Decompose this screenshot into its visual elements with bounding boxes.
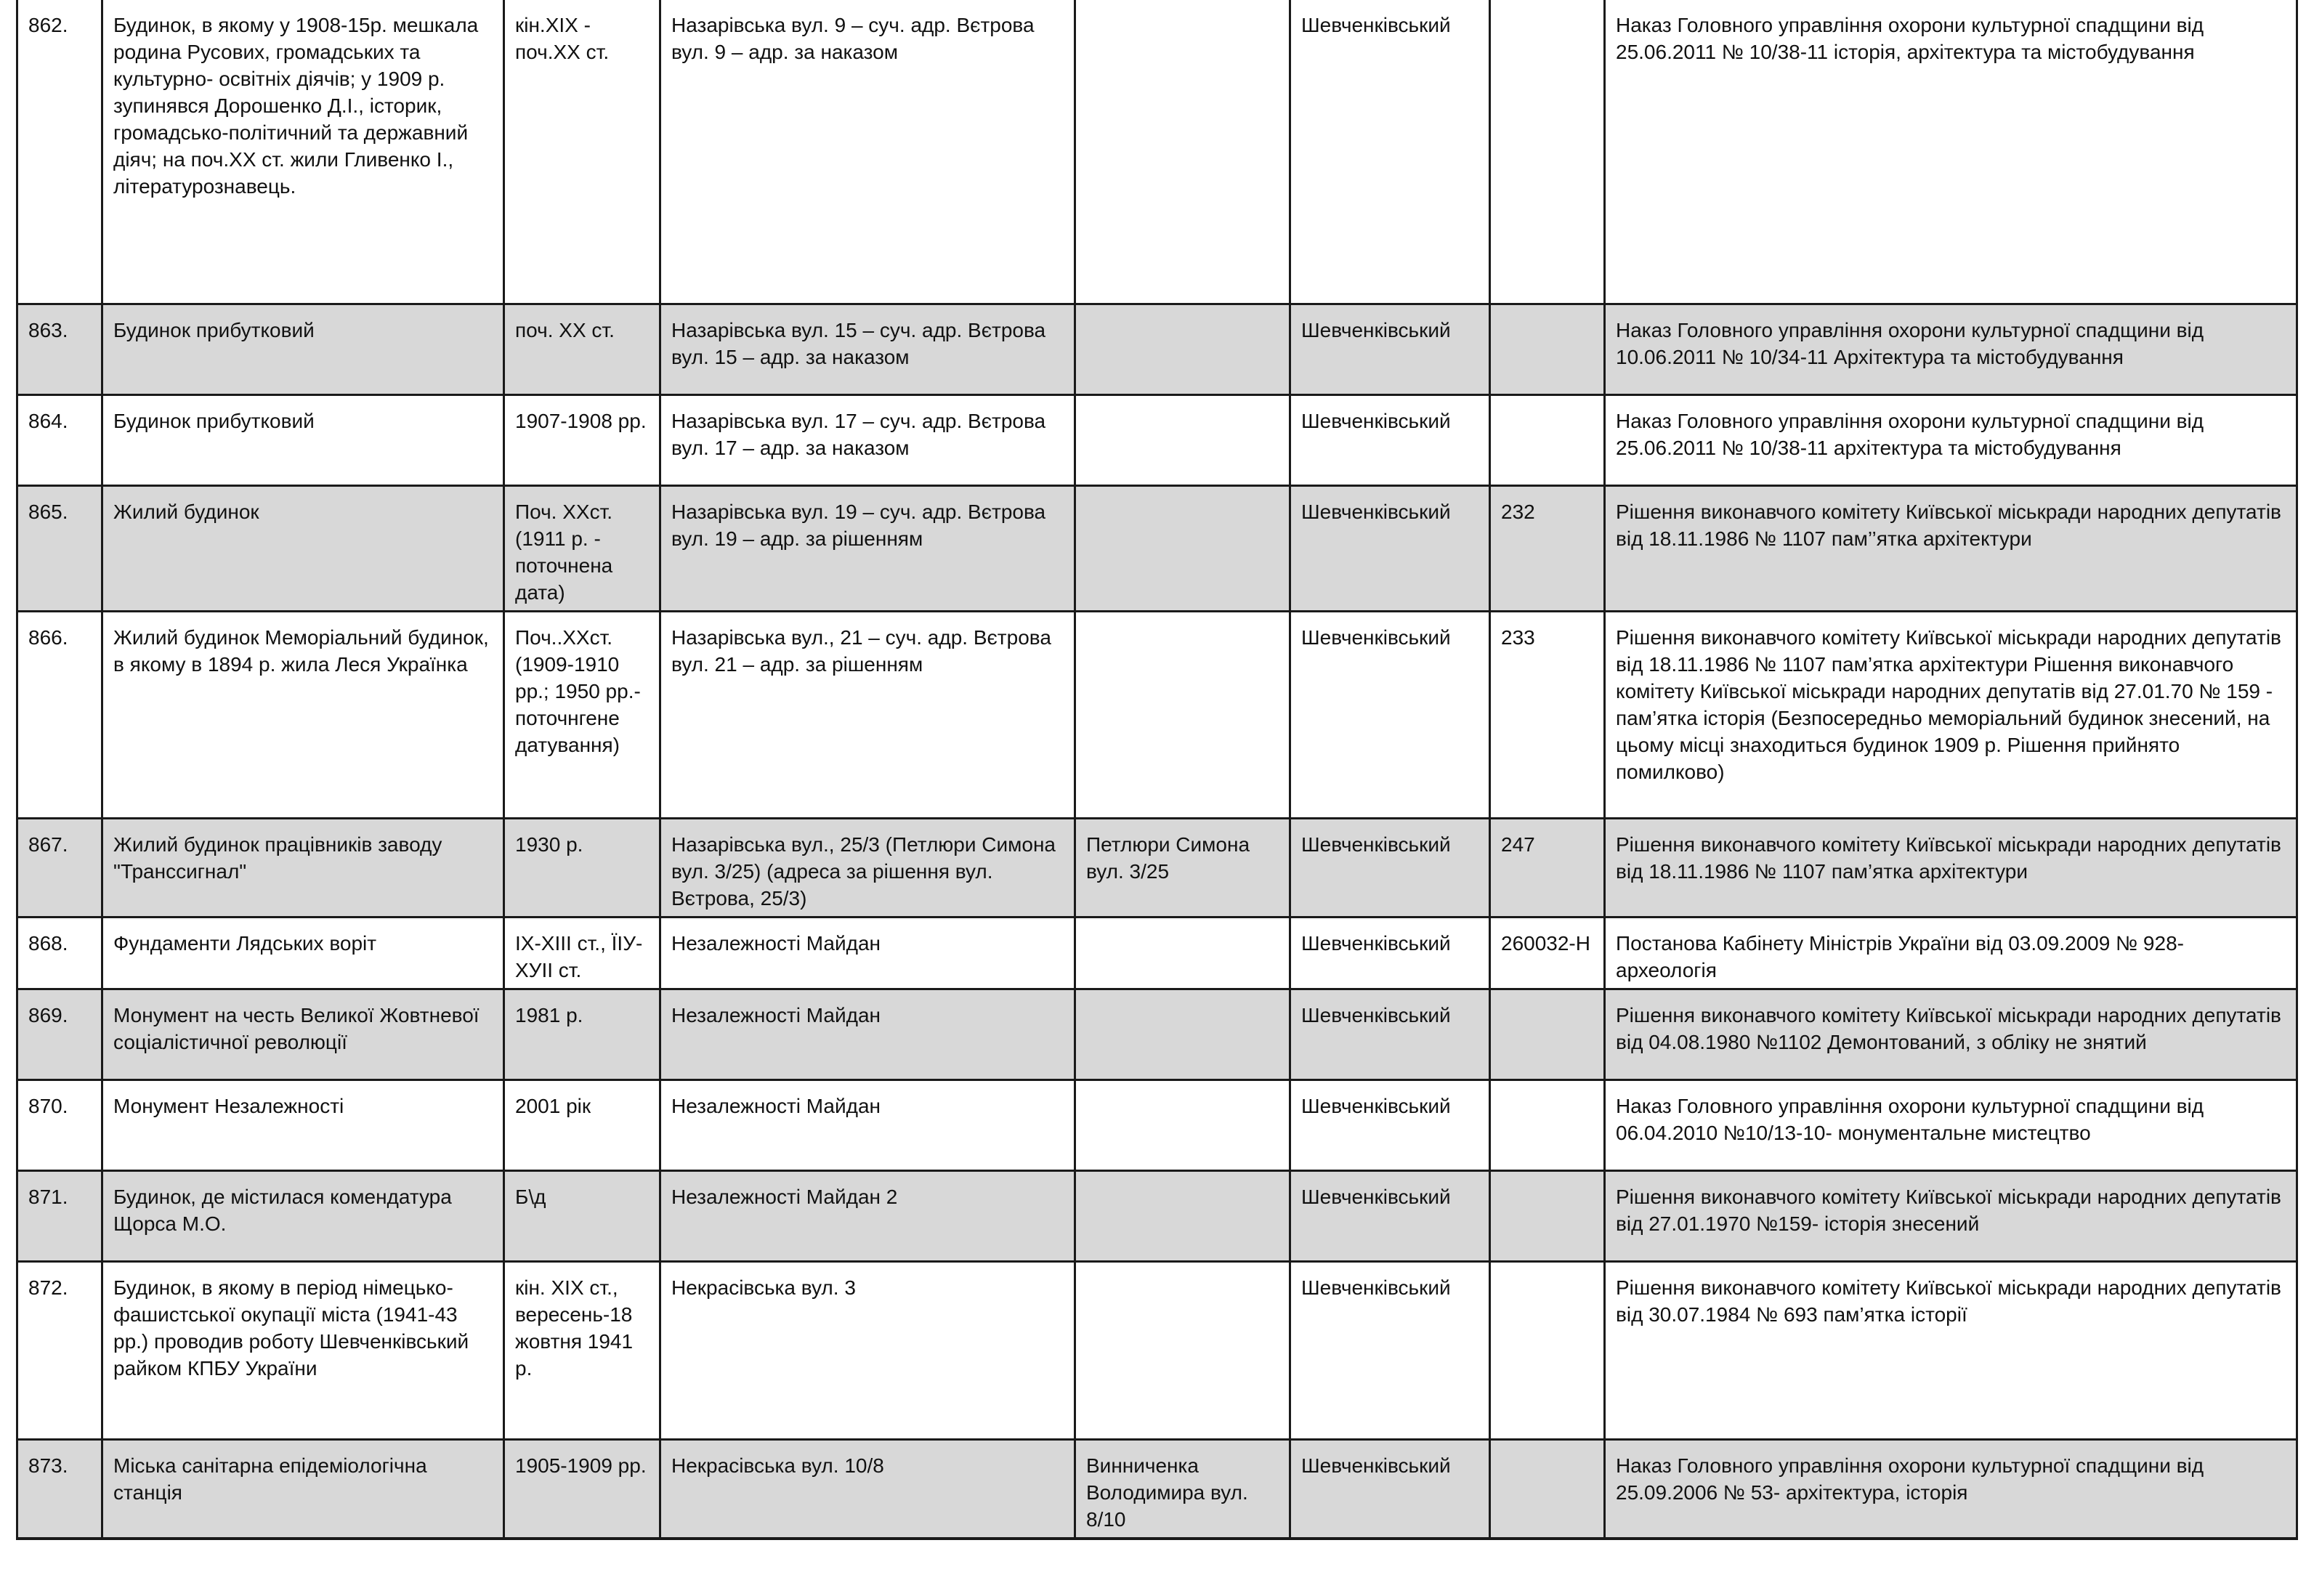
cell-dating: поч. ХХ ст. [504, 304, 660, 394]
cell-district: Шевченківський [1290, 394, 1490, 485]
cell-address: Назарівська вул., 25/3 (Петлюри Симона вул. 3/25) (адреса за рішення вул. Вєтрова, 25/3) [660, 818, 1075, 917]
cell-dating: ІХ-ХІІІ ст., ЇІУ-ХУІІ ст. [504, 917, 660, 989]
cell-address: Назарівська вул. 19 – суч. адр. Вєтрова вул. 19 – адр. за рішенням [660, 485, 1075, 611]
cell-number: 867. [17, 818, 102, 917]
table-row [17, 1439, 2297, 1539]
cell-dating: Б\д [504, 1170, 660, 1261]
cell-object-name: Жилий будинок працівників заводу "Транссигнал" [102, 818, 504, 917]
cell-number: 864. [17, 394, 102, 485]
cell-alt-address [1075, 485, 1290, 611]
cell-protection-number: 232 [1490, 485, 1605, 611]
cell-district: Шевченківський [1290, 989, 1490, 1079]
monuments-table [16, 0, 2298, 1540]
cell-number: 873. [17, 1439, 102, 1539]
cell-alt-address [1075, 1261, 1290, 1439]
cell-object-name: Будинок прибутковий [102, 394, 504, 485]
cell-address: Незалежності Майдан [660, 1079, 1075, 1170]
cell-number: 872. [17, 1261, 102, 1439]
cell-object-name: Будинок, в якому в період німецько-фашистської окупації міста (1941-43 рр.) проводив роботу Шевченківський райком КПБУ України [102, 1261, 504, 1439]
cell-alt-address: Винниченка Володимира вул. 8/10 [1075, 1439, 1290, 1539]
cell-district: Шевченківський [1290, 1079, 1490, 1170]
cell-alt-address [1075, 1170, 1290, 1261]
cell-number: 869. [17, 989, 102, 1079]
table-row [17, 1170, 2297, 1261]
cell-number: 868. [17, 917, 102, 989]
cell-legal-document: Наказ Головного управління охорони культурної спадщини від 10.06.2011 № 10/34-11 Архітектура та містобудування [1605, 304, 2297, 394]
cell-number: 866. [17, 611, 102, 818]
cell-address: Некрасівська вул. 10/8 [660, 1439, 1075, 1539]
cell-address: Назарівська вул., 21 – суч. адр. Вєтрова вул. 21 – адр. за рішенням [660, 611, 1075, 818]
cell-alt-address [1075, 1079, 1290, 1170]
cell-dating: Поч. ХХст. (1911 р. - поточнена дата) [504, 485, 660, 611]
cell-protection-number [1490, 304, 1605, 394]
cell-object-name: Будинок, в якому у 1908-15р. мешкала родина Русових, громадських та культурно- освітніх діячів; у 1909 р. зупинявся Дорошенко Д.І., історик, громадсько-політичний та державний діяч; на поч.ХХ ст. жили Гливенко І., літературознавець. [102, 0, 504, 304]
cell-number: 865. [17, 485, 102, 611]
cell-protection-number [1490, 1079, 1605, 1170]
cell-district: Шевченківський [1290, 1439, 1490, 1539]
cell-dating: кін. ХІХ ст., вересень-18 жовтня 1941 р. [504, 1261, 660, 1439]
cell-number: 863. [17, 304, 102, 394]
cell-district: Шевченківський [1290, 1170, 1490, 1261]
cell-alt-address: Петлюри Симона вул. 3/25 [1075, 818, 1290, 917]
cell-dating: кін.ХІХ - поч.ХХ ст. [504, 0, 660, 304]
table-row [17, 304, 2297, 394]
table-row [17, 1079, 2297, 1170]
cell-protection-number [1490, 0, 1605, 304]
cell-protection-number: 247 [1490, 818, 1605, 917]
cell-protection-number: 260032-Н [1490, 917, 1605, 989]
cell-legal-document: Рішення виконавчого комітету Київської міськради народних депутатів від 18.11.1986 № 1107 пам’ятка архітектури Рішення виконавчого комітету Київської міськради народних депутатів від 27.01.70 № 159 - пам’ятка історія (Безпосередньо меморіальний будинок знесений, на цьому місці знаходиться будинок 1909 р. Рішення прийнято помилково) [1605, 611, 2297, 818]
cell-protection-number [1490, 1261, 1605, 1439]
cell-dating: 1907-1908 рр. [504, 394, 660, 485]
cell-district: Шевченківський [1290, 304, 1490, 394]
cell-alt-address [1075, 917, 1290, 989]
cell-alt-address [1075, 304, 1290, 394]
cell-protection-number [1490, 989, 1605, 1079]
cell-legal-document: Постанова Кабінету Міністрів України від 03.09.2009 № 928- археологія [1605, 917, 2297, 989]
cell-legal-document: Рішення виконавчого комітету Київської міськради народних депутатів від 18.11.1986 № 1107 пам’ятка архітектури [1605, 818, 2297, 917]
cell-district: Шевченківський [1290, 917, 1490, 989]
cell-alt-address [1075, 394, 1290, 485]
cell-protection-number [1490, 1170, 1605, 1261]
cell-district: Шевченківський [1290, 611, 1490, 818]
table-body [17, 0, 2297, 1539]
cell-object-name: Фундаменти Лядських воріт [102, 917, 504, 989]
cell-number: 871. [17, 1170, 102, 1261]
cell-dating: 1981 р. [504, 989, 660, 1079]
table-row [17, 818, 2297, 917]
table-row [17, 485, 2297, 611]
cell-object-name: Міська санітарна епідеміологічна станція [102, 1439, 504, 1539]
cell-dating: 1930 р. [504, 818, 660, 917]
cell-legal-document: Рішення виконавчого комітету Київської міськради народних депутатів від 18.11.1986 № 1107 пам’’ятка архітектури [1605, 485, 2297, 611]
table-row [17, 0, 2297, 304]
cell-address: Назарівська вул. 9 – суч. адр. Вєтрова вул. 9 – адр. за наказом [660, 0, 1075, 304]
table-row [17, 1261, 2297, 1439]
cell-address: Незалежності Майдан [660, 989, 1075, 1079]
table-row [17, 394, 2297, 485]
table-row [17, 917, 2297, 989]
cell-address: Некрасівська вул. 3 [660, 1261, 1075, 1439]
cell-district: Шевченківський [1290, 1261, 1490, 1439]
cell-address: Незалежності Майдан 2 [660, 1170, 1075, 1261]
table-row [17, 989, 2297, 1079]
cell-legal-document: Наказ Головного управління охорони культурної спадщини від 25.06.2011 № 10/38-11 архітектура та містобудування [1605, 394, 2297, 485]
cell-address: Незалежності Майдан [660, 917, 1075, 989]
cell-protection-number [1490, 394, 1605, 485]
cell-district: Шевченківський [1290, 485, 1490, 611]
cell-district: Шевченківський [1290, 0, 1490, 304]
cell-alt-address [1075, 0, 1290, 304]
cell-number: 862. [17, 0, 102, 304]
cell-object-name: Будинок прибутковий [102, 304, 504, 394]
cell-dating: 2001 рік [504, 1079, 660, 1170]
table-row [17, 611, 2297, 818]
cell-address: Назарівська вул. 17 – суч. адр. Вєтрова вул. 17 – адр. за наказом [660, 394, 1075, 485]
cell-protection-number: 233 [1490, 611, 1605, 818]
cell-address: Назарівська вул. 15 – суч. адр. Вєтрова вул. 15 – адр. за наказом [660, 304, 1075, 394]
cell-legal-document: Рішення виконавчого комітету Київської міськради народних депутатів від 27.01.1970 №159- історія знесений [1605, 1170, 2297, 1261]
cell-object-name: Монумент Незалежності [102, 1079, 504, 1170]
cell-alt-address [1075, 611, 1290, 818]
cell-object-name: Жилий будинок [102, 485, 504, 611]
cell-number: 870. [17, 1079, 102, 1170]
cell-protection-number [1490, 1439, 1605, 1539]
cell-dating: 1905-1909 рр. [504, 1439, 660, 1539]
cell-legal-document: Наказ Головного управління охорони культурної спадщини від 25.06.2011 № 10/38-11 історія, архітектура та містобудування [1605, 0, 2297, 304]
cell-district: Шевченківський [1290, 818, 1490, 917]
cell-alt-address [1075, 989, 1290, 1079]
cell-object-name: Монумент на честь Великої Жовтневої соціалістичної революції [102, 989, 504, 1079]
cell-legal-document: Рішення виконавчого комітету Київської міськради народних депутатів від 30.07.1984 № 693 пам’ятка історії [1605, 1261, 2297, 1439]
cell-legal-document: Наказ Головного управління охорони культурної спадщини від 06.04.2010 №10/13-10- монументальне мистецтво [1605, 1079, 2297, 1170]
cell-dating: Поч..ХХст. (1909-1910 рр.; 1950 рр.- поточнгене датування) [504, 611, 660, 818]
cell-object-name: Жилий будинок Меморіальний будинок, в якому в 1894 р. жила Леся Українка [102, 611, 504, 818]
cell-legal-document: Наказ Головного управління охорони культурної спадщини від 25.09.2006 № 53- архітектура, історія [1605, 1439, 2297, 1539]
cell-legal-document: Рішення виконавчого комітету Київської міськради народних депутатів від 04.08.1980 №1102 Демонтований, з обліку не знятий [1605, 989, 2297, 1079]
cell-object-name: Будинок, де містилася комендатура Щорса М.О. [102, 1170, 504, 1261]
